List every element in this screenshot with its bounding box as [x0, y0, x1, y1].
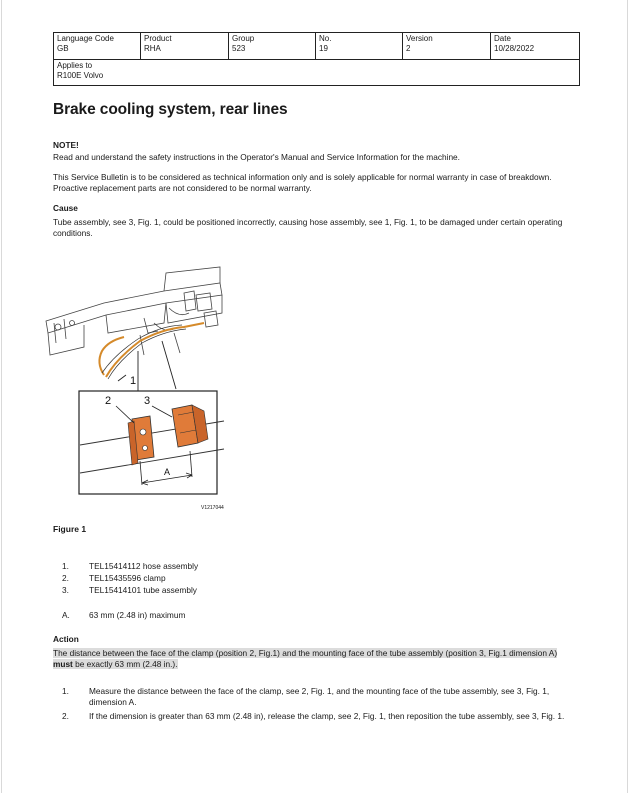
note-heading: NOTE!: [53, 140, 79, 150]
callout-a: A: [164, 467, 171, 477]
applies-to-label: Applies to: [57, 61, 93, 70]
tube-assembly-3: [172, 405, 208, 447]
figure-1-illustration: [44, 263, 250, 518]
action-steps: [62, 686, 580, 724]
version-value: 2: [406, 44, 411, 53]
applies-to-value: R100E Volvo: [57, 71, 104, 80]
parts-legend: [62, 560, 198, 597]
hose-outline: [102, 325, 186, 379]
group-label: Group: [232, 34, 255, 43]
callout-1: 1: [130, 375, 137, 387]
group-value: 523: [232, 44, 246, 53]
cause-text: Tube assembly, see 3, Fig. 1, could be positioned incorrectly, causing hose assembly, see 1, Fig. 1, to be damaged under certain operating conditions.: [53, 217, 563, 239]
number-label: No.: [319, 34, 332, 43]
language-code-value: GB: [57, 44, 69, 53]
product-label: Product: [144, 34, 172, 43]
language-code-label: Language Code: [57, 34, 114, 43]
clamp-2: [128, 416, 154, 465]
legend-item: 3. TEL15414101 tube assembly: [62, 585, 197, 596]
dimension-legend: [62, 609, 185, 621]
callout-3: 3: [144, 395, 151, 407]
version-cell: [403, 33, 491, 60]
bulletin-header-table: [53, 32, 580, 86]
bulletin-text: This Service Bulletin is to be considered as technical information only and is solely applicable for normal warranty in case of breakdown. Proactive replacement parts are not considered to be normal warranty.: [53, 172, 552, 194]
applies-to-cell: [54, 60, 580, 86]
callout-2: 2: [105, 395, 112, 407]
note-text: Read and understand the safety instructions in the Operator's Manual and Service Information for the machine.: [53, 152, 460, 162]
figure-caption: Figure 1: [53, 524, 87, 534]
page-edge-left: [1, 0, 2, 793]
figure-image-id: V1217044: [201, 505, 224, 511]
date-label: Date: [494, 34, 511, 43]
number-value: 19: [319, 44, 328, 53]
product-value: RHA: [144, 44, 161, 53]
legend-item: 2. TEL15435596 clamp: [62, 573, 166, 584]
action-step: 1. Measure the distance between the face of the clamp, see 2, Fig. 1, and the mounting face of the tube assembly, see 3, Fig. 1, dimension A.: [62, 686, 550, 708]
product-cell: [141, 33, 229, 60]
action-heading: Action: [53, 634, 79, 644]
legend-item: 1. TEL15414112 hose assembly: [62, 561, 199, 571]
cause-heading: Cause: [53, 203, 78, 213]
date-value: 10/28/2022: [494, 44, 535, 53]
group-cell: [229, 33, 316, 60]
page-title: Brake cooling system, rear lines: [53, 101, 288, 118]
detail-leader-lines: [118, 341, 176, 391]
emphasis-must: must: [53, 659, 73, 670]
page-edge-right: [627, 0, 628, 793]
version-label: Version: [406, 34, 433, 43]
action-step: 2. If the dimension is greater than 63 mm (2.48 in), release the clamp, see 2, Fig. 1, then reposition the tube assembly, see 3, Fig. 1.: [62, 710, 565, 721]
number-cell: [316, 33, 403, 60]
action-text-highlight: The distance between the face of the clamp (position 2, Fig.1) and the mounting face of the tube assembly (position 3, Fig.1 dimension A) must be exactly 63 mm (2.48 in.).: [53, 648, 558, 670]
action-text: [53, 648, 579, 671]
legend-item: A. 63 mm (2.48 in) maximum: [62, 610, 186, 620]
language-code-cell: [54, 33, 141, 60]
date-cell: [491, 33, 580, 60]
